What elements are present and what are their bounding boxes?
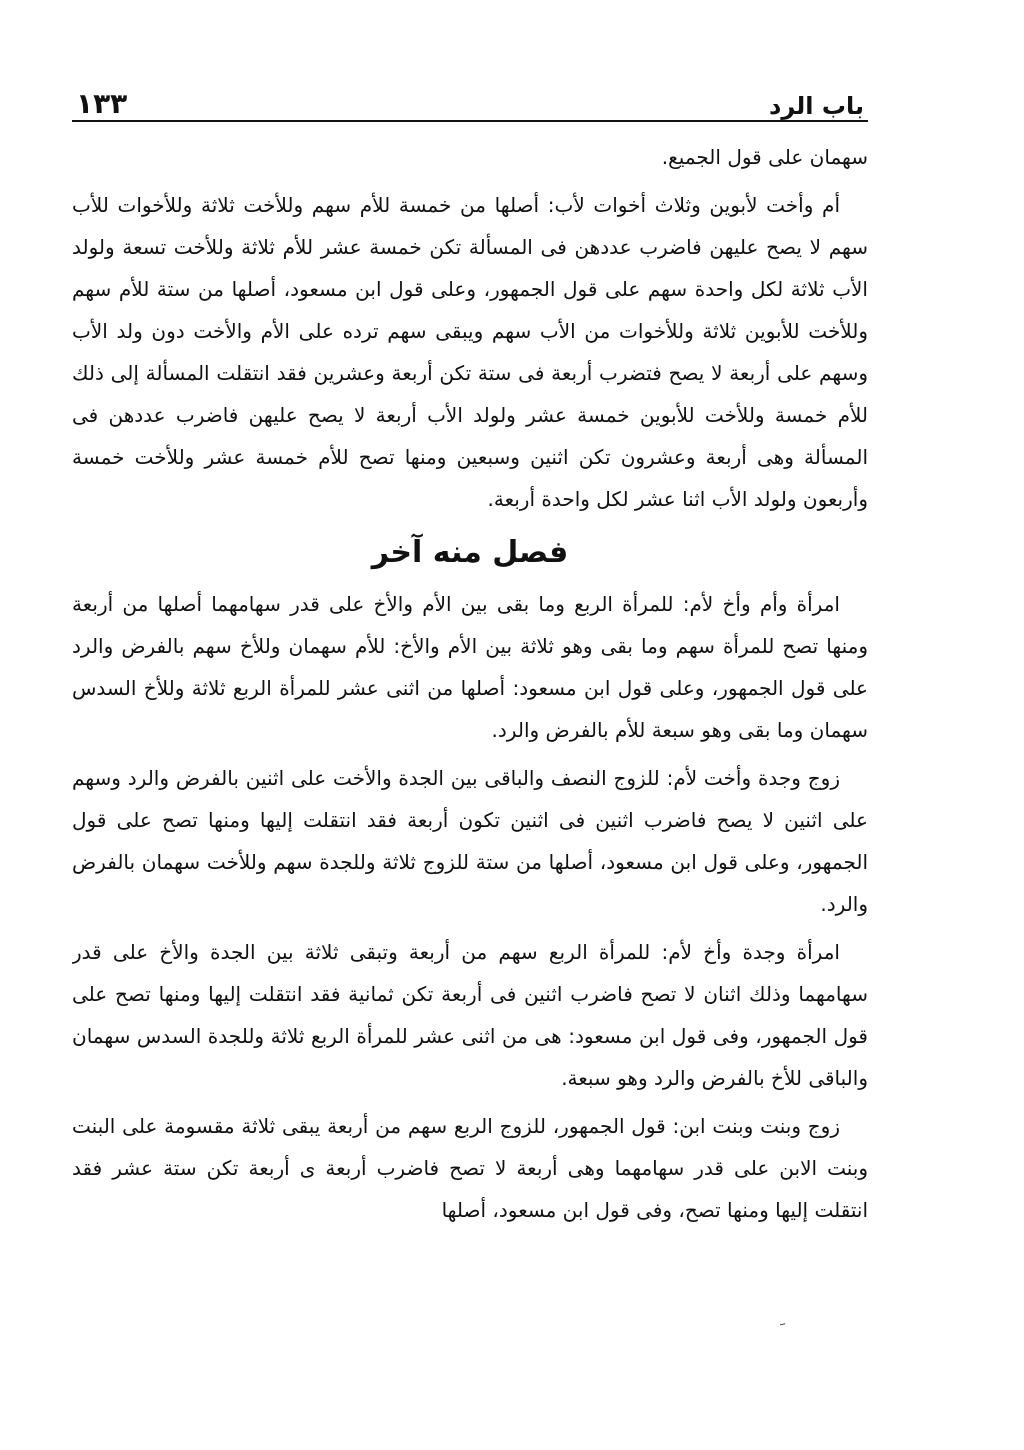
paragraph-wife-grandmother-brother: امرأة وجدة وأخ لأم: للمرأة الربع سهم من أربعة وتبقى ثلاثة بين الجدة والأخ على قدر سهامهما وذلك اثنان لا تصح فاضرب اثنين فى أربعة تكن ثمانية فقد انتقلت إليها ومنها تصح على قول الجمهور، وفى قول ابن مسعود: هى من اثنى عشر للمرأة الربع ثلاثة وللجدة السدس سهمان والباقى للأخ بالفرض والرد وهو سبعة. [72,940,868,1090]
paragraph-mother-and-sisters: أم وأخت لأبوين وثلاث أخوات لأب: أصلها من خمسة للأم سهم وللأخت ثلاثة وللأخوات للأب سهم لا يصح عليهن فاضرب عددهن فى المسألة تكن خمسة عشر للأم ثلاثة وللأخت تسعة ولولد الأب ثلاثة لكل واحدة سهم على قول الجمهور، وعلى قول ابن مسعود، أصلها من ستة للأم سهم وللأخت للأبوين ثلاثة وللأخوات من الأب سهم ويبقى سهم ترده على الأم والأخت دون ولد الأب وسهم على أربعة لا يصح فتضرب أربعة فى ستة تكن أربعة وعشرين فقد انتقلت المسألة إلى ذلك للأم خمسة وللأخت للأبوين خمسة عشر ولولد الأب أربعة لا يصح عليهن فاضرب عددهن فى المسألة وهى أربعة وعشرون تكن اثنين وسبعين ومنها تصح للأم خمسة عشر وللأخت خمسة وأربعون ولولد الأب اثنا عشر لكل واحدة أربعة. [72,193,868,511]
paragraph-husband-daughter-granddaughter: زوج وبنت وبنت ابن: قول الجمهور، للزوج الربع سهم من أربعة يبقى ثلاثة مقسومة على البنت وبنت الابن على قدر سهامهما وهى أربعة لا تصح فاضرب أربعة ى أربعة تكن ستة عشر فقد انتقلت إليها ومنها تصح، وفى قول ابن مسعود، أصلها [72,1114,868,1222]
footer-mark: ﹶ [780,1320,786,1341]
document-page [72,76,868,1416]
running-title: باب الرد [769,92,864,120]
paragraph-wife-mother-brother: امرأة وأم وأخ لأم: للمرأة الربع وما بقى بين الأم والأخ على قدر سهامهما أصلها من أربعة ومنها تصح للمرأة سهم وما بقى وهو ثلاثة بين الأم والأخ: للأم سهمان وللأخ سهم بالفرض والرد على قول الجمهور، وعلى قول ابن مسعود: أصلها من اثنى عشر للمرأة الربع ثلاثة وللأخ السدس سهمان وما بقى وهو سبعة للأم بالفرض والرد. [72,592,868,742]
page-number: ١٣٣ [76,87,128,120]
section-title: فصل منه آخر [371,535,569,570]
paragraph-husband-grandmother-sister: زوج وجدة وأخت لأم: للزوج النصف والباقى بين الجدة والأخت على اثنين بالفرض والرد وسهم على اثنين لا يصح فاضرب اثنين فى اثنين تكون أربعة فقد انتقلت إليها ومنها تصح على قول الجمهور، وعلى قول ابن مسعود، أصلها من ستة للزوج ثلاثة وللجدة سهم وللأخت سهمان بالفرض والرد. [72,766,868,916]
page-body [72,136,868,1231]
page-header [72,76,868,122]
paragraph-intro: سهمان على قول الجميع. [661,145,868,169]
